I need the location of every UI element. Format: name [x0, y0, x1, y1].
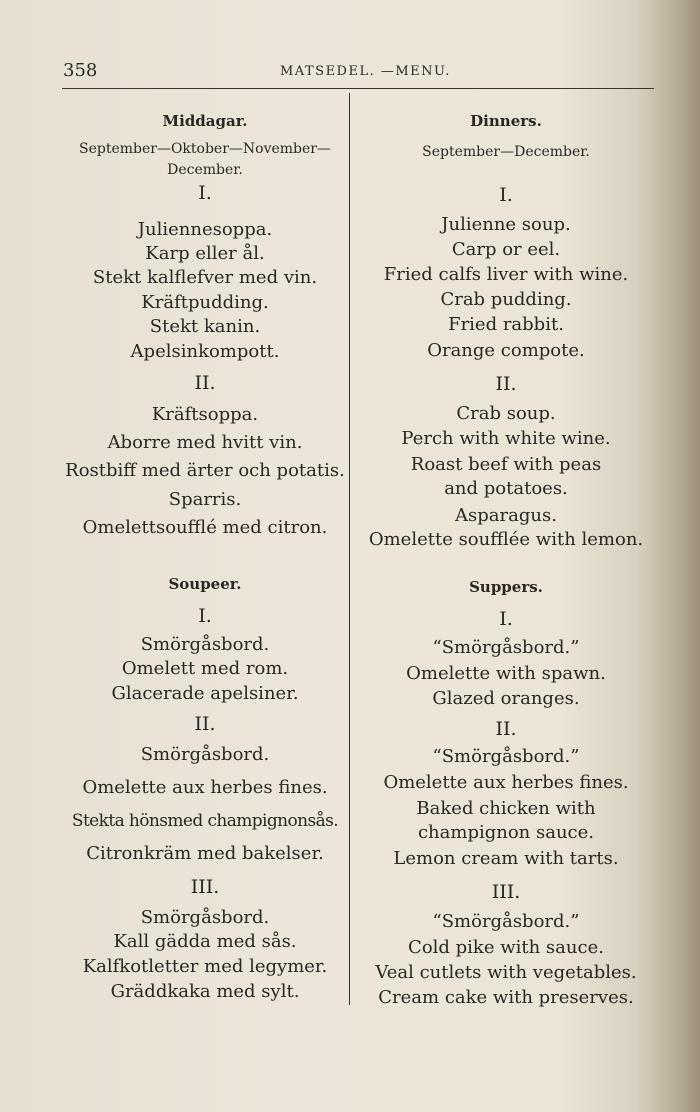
- dish: Cream cake with preserves.: [378, 987, 634, 1008]
- dish: Carp or eel.: [451, 239, 561, 260]
- dish: Crab soup.: [456, 403, 556, 424]
- dish: Omelett med rom.: [121, 658, 289, 679]
- dinner-heading: Middagar.: [162, 112, 248, 130]
- dish: Omelette soufflée with lemon.: [368, 529, 644, 550]
- supper-heading: Suppers.: [469, 578, 543, 596]
- menu-numeral: III.: [190, 876, 220, 898]
- dish: Roast beef with peas and potatoes.: [410, 454, 602, 499]
- dish: Cold pike with sauce.: [408, 937, 604, 958]
- dish: Kräftpudding.: [141, 292, 269, 313]
- menu-numeral: I.: [198, 605, 212, 627]
- menu-numeral: II.: [495, 718, 517, 740]
- dish: Stekt kalflefver med vin.: [92, 267, 318, 288]
- dish: Omelette with spawn.: [406, 663, 606, 684]
- dish: Orange compote.: [427, 340, 585, 361]
- dinner-months: September—December.: [422, 144, 590, 160]
- menu-numeral: II.: [495, 373, 517, 395]
- menu-numeral: II.: [194, 372, 216, 394]
- dish: Juliennesoppa.: [137, 219, 273, 240]
- page-number: 358: [63, 60, 98, 81]
- dish: Fried rabbit.: [448, 314, 564, 335]
- dish: Sparris.: [168, 489, 242, 510]
- dish: Smörgåsbord.: [140, 634, 270, 655]
- dish: Veal cutlets with vegetables.: [375, 962, 637, 983]
- dish: “Smörgåsbord.”: [432, 746, 580, 767]
- menu-numeral: I.: [499, 184, 513, 206]
- dish: Baked chicken with champignon sauce.: [416, 798, 596, 843]
- menu-numeral: I.: [499, 608, 513, 630]
- dish: Lemon cream with tarts.: [393, 848, 619, 869]
- dish: Perch with white wine.: [401, 428, 611, 449]
- dish: Omelettsoufflé med citron.: [82, 517, 328, 538]
- dish: “Smörgåsbord.”: [432, 637, 580, 658]
- dish: Karp eller ål.: [145, 243, 265, 264]
- dish: Stekt kanin.: [149, 316, 261, 337]
- dish: Citronkräm med bakelser.: [86, 843, 324, 864]
- dish: Julienne soup.: [441, 214, 571, 235]
- dish: Omelette aux herbes fines.: [82, 777, 328, 798]
- dish: Glacerade apelsiner.: [111, 683, 299, 704]
- dish: Omelette aux herbes fines.: [383, 772, 629, 793]
- dish: Fried calfs liver with wine.: [383, 264, 629, 285]
- header-rule: [62, 88, 654, 89]
- menu-numeral: II.: [194, 713, 216, 735]
- dish: Kalfkotletter med legymer.: [82, 956, 328, 977]
- dish: Gräddkaka med sylt.: [110, 981, 300, 1002]
- dish: Crab pudding.: [440, 289, 572, 310]
- dish: Stekta hönsmed champignonsås.: [71, 811, 339, 831]
- dish: Apelsinkompott.: [130, 341, 280, 362]
- dish: Asparagus.: [455, 505, 557, 526]
- dish: Rostbiff med ärter och potatis.: [65, 460, 345, 481]
- dish: Aborre med hvitt vin.: [107, 432, 303, 453]
- dish: Smörgåsbord.: [140, 744, 270, 765]
- dish: Smörgåsbord.: [140, 907, 270, 928]
- dish: Glazed oranges.: [432, 688, 580, 709]
- running-title: MATSEDEL. —MENU.: [280, 64, 451, 79]
- page-header: [0, 60, 700, 90]
- dish: “Smörgåsbord.”: [432, 911, 580, 932]
- menu-numeral: III.: [491, 881, 521, 903]
- dish: Kräftsoppa.: [151, 404, 259, 425]
- dish: Kall gädda med sås.: [113, 931, 297, 952]
- supper-heading: Soupeer.: [168, 575, 242, 593]
- dinner-months: September—Oktober—November—December.: [78, 141, 331, 178]
- menu-numeral: I.: [198, 182, 212, 204]
- dinner-heading: Dinners.: [470, 112, 542, 130]
